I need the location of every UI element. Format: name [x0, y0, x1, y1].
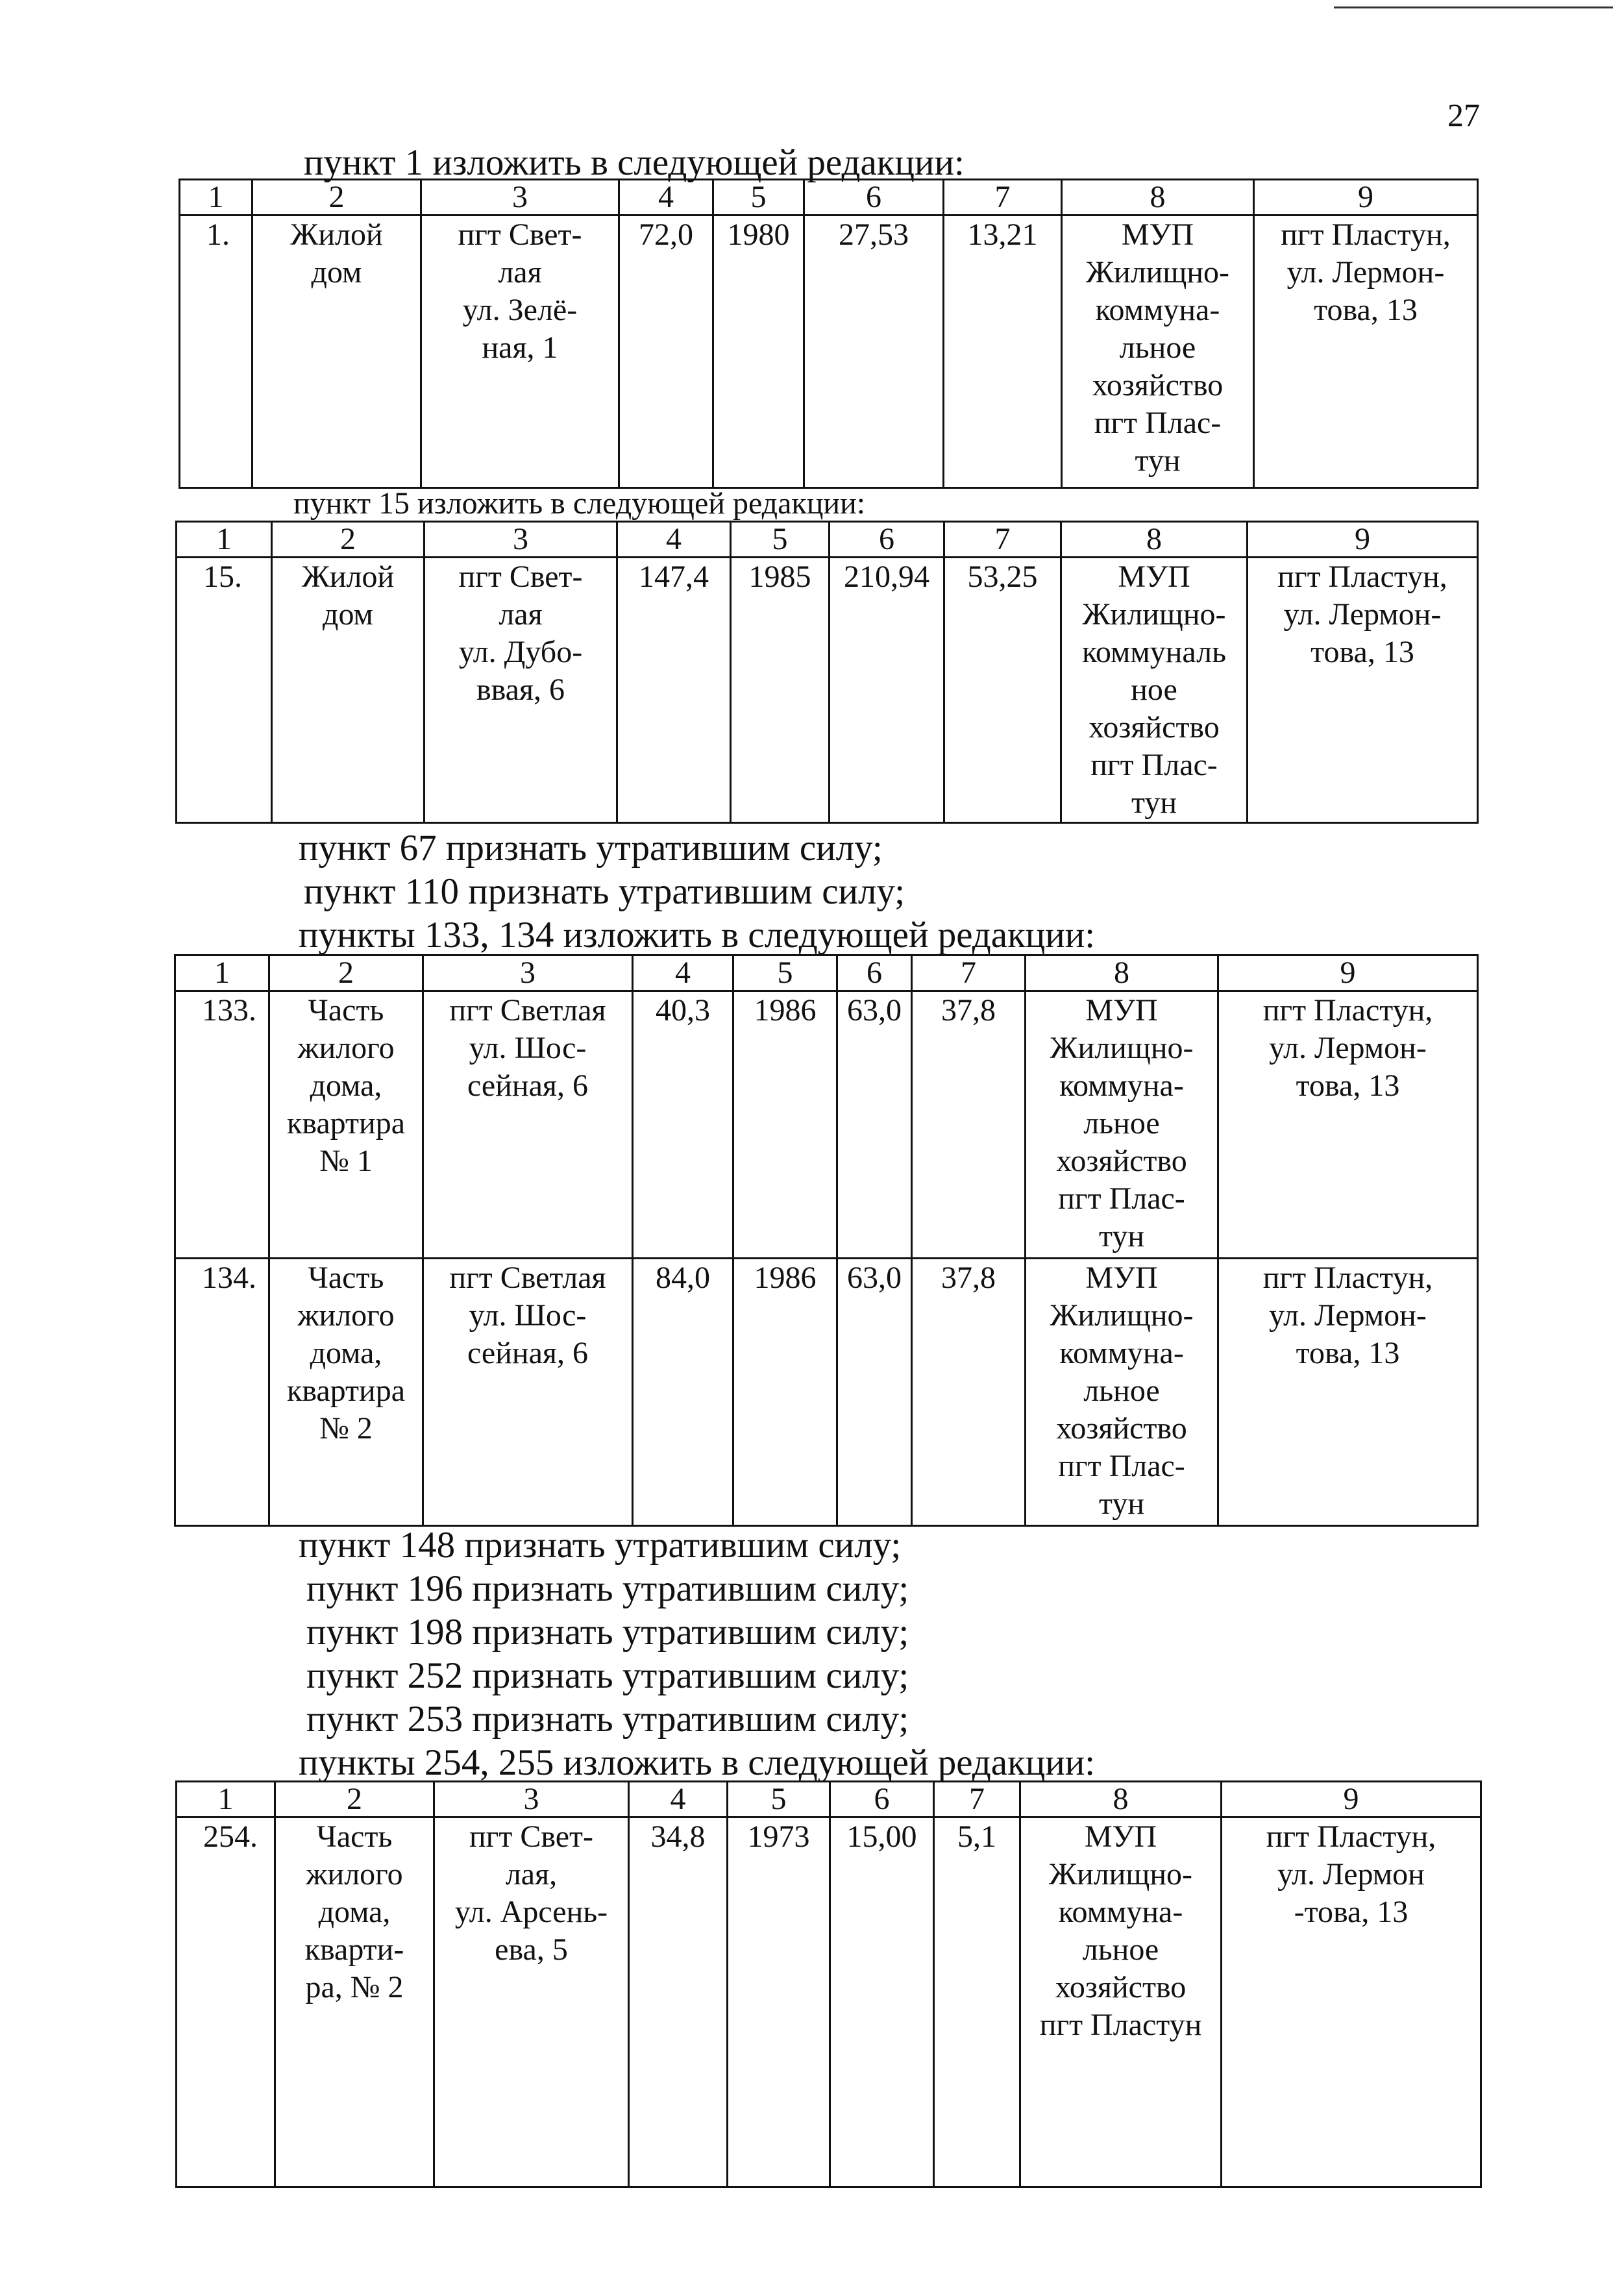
- holder-name-cell: [1020, 1817, 1222, 2187]
- holder-name-line: МУП: [1085, 1261, 1158, 1295]
- instruction-item-198: пункт 198 признать утратившим силу;: [306, 1612, 909, 1653]
- holder-name-line: коммуна-: [1095, 293, 1220, 327]
- table-body: [180, 180, 1478, 488]
- holder-name-line: коммуна-: [1059, 1336, 1184, 1370]
- holder-name-line: МУП: [1121, 217, 1194, 252]
- row-number-cell: 134.: [175, 1259, 269, 1526]
- column-number: 8: [1020, 1782, 1222, 1817]
- instruction-item-15: пункт 15 изложить в следующей редакции:: [293, 486, 866, 521]
- object-address-line: ная, 1: [482, 330, 558, 365]
- holder-address-line: ул. Лермон-: [1269, 1031, 1427, 1065]
- object-address-line: сейная, 6: [467, 1336, 588, 1370]
- table-body: [175, 955, 1478, 1526]
- column-number: 4: [629, 1782, 728, 1817]
- holder-name-line: МУП: [1084, 1819, 1157, 1854]
- column-number: 5: [731, 522, 830, 558]
- object-address-line: ул. Арсень-: [454, 1895, 608, 1929]
- holder-address-cell: [1248, 558, 1478, 823]
- holder-name-line: хозяйство: [1092, 368, 1224, 402]
- holder-name-line: МУП: [1085, 993, 1158, 1028]
- column-number: 6: [830, 522, 944, 558]
- column-number: 8: [1062, 180, 1254, 216]
- column-number: 7: [944, 180, 1062, 216]
- column-number: 7: [912, 955, 1026, 991]
- holder-name-line: льное: [1083, 1106, 1160, 1140]
- object-address-line: лая: [498, 597, 543, 632]
- instruction-item-252: пункт 252 признать утратившим силу;: [306, 1655, 909, 1696]
- holder-address-line: това, 13: [1314, 293, 1418, 327]
- value-col-6-cell: 63,0: [837, 1259, 912, 1526]
- column-number: 4: [617, 522, 731, 558]
- instruction-item-254-255: пункты 254, 255 изложить в следующей редакции:: [299, 1742, 1096, 1783]
- table-header-row: [180, 180, 1478, 216]
- column-number: 9: [1218, 955, 1478, 991]
- object-type-line: жилого: [297, 1298, 395, 1333]
- column-number: 3: [424, 522, 617, 558]
- value-col-6-cell: 63,0: [837, 991, 912, 1259]
- object-address-line: ул. Шос-: [469, 1298, 587, 1333]
- table-header-row: [177, 1782, 1481, 1817]
- object-type-line: квартира: [287, 1374, 405, 1408]
- holder-address-line: пгт Пластун,: [1277, 560, 1447, 594]
- value-col-7-cell: 37,8: [912, 1259, 1026, 1526]
- column-number: 2: [269, 955, 423, 991]
- object-type-line: кварти-: [304, 1932, 404, 1967]
- instruction-item-1: пункт 1 изложить в следующей редакции:: [304, 142, 965, 183]
- row-number-cell: 254.: [177, 1817, 275, 2187]
- object-type-line: № 1: [319, 1144, 373, 1178]
- value-col-6-cell: 27,53: [804, 216, 944, 488]
- object-address-line: пгт Свет-: [458, 217, 582, 252]
- column-number: 7: [934, 1782, 1020, 1817]
- object-address-line: пгт Светлая: [449, 1261, 606, 1295]
- holder-name-line: Жилищно-: [1050, 1298, 1194, 1333]
- area-cell: 147,4: [617, 558, 731, 823]
- holder-address-line: това, 13: [1310, 635, 1414, 669]
- table-item-1: [178, 179, 1479, 489]
- instruction-item-110: пункт 110 признать утратившим силу;: [304, 871, 905, 912]
- instruction-item-196: пункт 196 признать утратившим силу;: [306, 1568, 909, 1609]
- year-built-cell: 1980: [713, 216, 804, 488]
- column-number: 1: [175, 955, 269, 991]
- object-type-line: жилого: [297, 1031, 395, 1065]
- object-type-cell: [272, 558, 424, 823]
- holder-name-line: хозяйство: [1089, 710, 1220, 745]
- holder-address-line: пгт Пластун,: [1281, 217, 1451, 252]
- instruction-item-253: пункт 253 признать утратившим силу;: [306, 1699, 909, 1740]
- column-number: 6: [837, 955, 912, 991]
- object-type-line: Часть: [316, 1819, 393, 1854]
- table-row: [180, 216, 1478, 488]
- holder-name-line: пгт Плас-: [1090, 748, 1218, 782]
- holder-address-line: -това, 13: [1294, 1895, 1409, 1929]
- column-number: 8: [1026, 955, 1218, 991]
- object-address-cell: [424, 558, 617, 823]
- holder-name-line: Жилищно-: [1082, 597, 1226, 632]
- holder-address-line: ул. Лермон: [1277, 1857, 1425, 1891]
- column-number: 2: [275, 1782, 434, 1817]
- instruction-item-133-134: пункты 133, 134 изложить в следующей редакции:: [299, 915, 1096, 955]
- column-number: 4: [619, 180, 713, 216]
- holder-address-line: ул. Лермон-: [1283, 597, 1442, 632]
- column-number: 5: [733, 955, 837, 991]
- area-cell: 72,0: [619, 216, 713, 488]
- holder-name-line: тун: [1135, 443, 1181, 478]
- value-col-7-cell: 13,21: [944, 216, 1062, 488]
- holder-name-line: тун: [1098, 1219, 1145, 1253]
- column-number: 1: [177, 1782, 275, 1817]
- object-type-cell: [275, 1817, 434, 2187]
- holder-name-line: хозяйство: [1055, 1970, 1187, 2004]
- holder-name-line: Жилищно-: [1050, 1031, 1194, 1065]
- holder-name-line: льное: [1082, 1932, 1159, 1967]
- object-type-line: жилого: [306, 1857, 403, 1891]
- column-number: 1: [177, 522, 272, 558]
- object-type-line: дом: [311, 255, 362, 289]
- column-number: 1: [180, 180, 252, 216]
- column-number: 6: [830, 1782, 934, 1817]
- table-body: [177, 1782, 1481, 2187]
- object-type-line: дома,: [318, 1895, 391, 1929]
- object-address-line: пгт Свет-: [469, 1819, 593, 1854]
- object-type-line: дом: [323, 597, 373, 632]
- object-address-line: ева, 5: [495, 1932, 568, 1967]
- holder-name-line: МУП: [1118, 560, 1190, 594]
- object-address-cell: [421, 216, 619, 488]
- holder-name-line: коммуна-: [1058, 1895, 1183, 1929]
- instruction-item-148: пункт 148 признать утратившим силу;: [299, 1525, 902, 1566]
- holder-address-line: ул. Лермон-: [1286, 255, 1445, 289]
- value-col-7-cell: 37,8: [912, 991, 1026, 1259]
- table-item-254: [175, 1780, 1482, 2188]
- column-number: 9: [1254, 180, 1478, 216]
- object-address-cell: [423, 991, 633, 1259]
- holder-name-line: хозяйство: [1056, 1411, 1187, 1446]
- object-type-line: ра, № 2: [305, 1970, 404, 2004]
- object-type-line: дома,: [310, 1068, 382, 1103]
- holder-address-cell: [1222, 1817, 1481, 2187]
- column-number: 3: [434, 1782, 629, 1817]
- table-header-row: [175, 955, 1478, 991]
- object-type-cell: [252, 216, 421, 488]
- holder-address-line: пгт Пластун,: [1262, 993, 1433, 1028]
- holder-address-cell: [1254, 216, 1478, 488]
- holder-name-line: тун: [1131, 785, 1177, 820]
- area-cell: 34,8: [629, 1817, 728, 2187]
- object-type-cell: [269, 991, 423, 1259]
- object-address-line: лая: [498, 255, 542, 289]
- row-number-cell: 15.: [177, 558, 272, 823]
- holder-name-line: пгт Плас-: [1094, 406, 1222, 440]
- object-address-line: ввая, 6: [476, 672, 565, 707]
- table-row: [175, 991, 1478, 1259]
- object-type-line: № 2: [319, 1411, 373, 1446]
- object-type-line: дома,: [310, 1336, 382, 1370]
- table-row: [177, 1817, 1481, 2187]
- object-address-line: сейная, 6: [467, 1068, 588, 1103]
- value-col-7-cell: 53,25: [944, 558, 1061, 823]
- holder-name-line: Жилищно-: [1086, 255, 1229, 289]
- holder-name-cell: [1062, 216, 1254, 488]
- object-type-line: Часть: [308, 993, 384, 1028]
- column-number: 7: [944, 522, 1061, 558]
- object-type-line: Жилой: [290, 217, 383, 252]
- object-address-line: лая,: [505, 1857, 558, 1891]
- table-row: [175, 1259, 1478, 1526]
- table-item-15: [175, 521, 1479, 824]
- holder-name-line: пгт Пластун: [1039, 2008, 1202, 2042]
- holder-name-line: льное: [1083, 1374, 1160, 1408]
- row-number-cell: 133.: [175, 991, 269, 1259]
- corner-rule: [1334, 6, 1613, 8]
- holder-address-cell: [1218, 1259, 1478, 1526]
- column-number: 2: [272, 522, 424, 558]
- holder-name-cell: [1026, 1259, 1218, 1526]
- column-number: 8: [1061, 522, 1248, 558]
- year-built-cell: 1985: [731, 558, 830, 823]
- area-cell: 84,0: [633, 1259, 733, 1526]
- holder-name-line: пгт Плас-: [1058, 1181, 1185, 1216]
- object-type-line: Жилой: [301, 560, 395, 594]
- column-number: 4: [633, 955, 733, 991]
- instruction-item-67: пункт 67 признать утратившим силу;: [299, 828, 883, 868]
- column-number: 2: [252, 180, 421, 216]
- column-number: 9: [1222, 1782, 1481, 1817]
- year-built-cell: 1986: [733, 1259, 837, 1526]
- holder-name-line: ное: [1131, 672, 1177, 707]
- object-type-line: Часть: [308, 1261, 384, 1295]
- object-type-cell: [269, 1259, 423, 1526]
- holder-name-line: коммуналь: [1082, 635, 1226, 669]
- object-type-line: квартира: [287, 1106, 405, 1140]
- holder-address-line: пгт Пластун,: [1266, 1819, 1436, 1854]
- table-body: [177, 522, 1478, 823]
- value-col-7-cell: 5,1: [934, 1817, 1020, 2187]
- holder-name-line: хозяйство: [1056, 1144, 1187, 1178]
- value-col-6-cell: 15,00: [830, 1817, 934, 2187]
- holder-address-cell: [1218, 991, 1478, 1259]
- object-address-line: ул. Дубо-: [458, 635, 583, 669]
- table-items-133-134: [174, 954, 1479, 1527]
- holder-name-line: льное: [1119, 330, 1196, 365]
- year-built-cell: 1973: [728, 1817, 830, 2187]
- holder-name-line: коммуна-: [1059, 1068, 1184, 1103]
- page-number: 27: [1447, 97, 1480, 133]
- object-address-line: пгт Светлая: [449, 993, 606, 1028]
- column-number: 3: [421, 180, 619, 216]
- holder-name-line: пгт Плас-: [1058, 1449, 1185, 1483]
- table-header-row: [177, 522, 1478, 558]
- holder-address-line: това, 13: [1296, 1336, 1400, 1370]
- column-number: 5: [713, 180, 804, 216]
- table-row: [177, 558, 1478, 823]
- value-col-6-cell: 210,94: [830, 558, 944, 823]
- column-number: 3: [423, 955, 633, 991]
- column-number: 6: [804, 180, 944, 216]
- column-number: 5: [728, 1782, 830, 1817]
- holder-name-line: тун: [1098, 1486, 1145, 1521]
- column-number: 9: [1248, 522, 1478, 558]
- object-address-line: ул. Зелё-: [462, 293, 578, 327]
- row-number-cell: 1.: [180, 216, 252, 488]
- object-address-line: ул. Шос-: [469, 1031, 587, 1065]
- year-built-cell: 1986: [733, 991, 837, 1259]
- holder-address-line: ул. Лермон-: [1269, 1298, 1427, 1333]
- holder-name-line: Жилищно-: [1049, 1857, 1192, 1891]
- object-address-cell: [423, 1259, 633, 1526]
- object-address-line: пгт Свет-: [458, 560, 583, 594]
- holder-address-line: това, 13: [1296, 1068, 1400, 1103]
- area-cell: 40,3: [633, 991, 733, 1259]
- holder-name-cell: [1026, 991, 1218, 1259]
- holder-address-line: пгт Пластун,: [1262, 1261, 1433, 1295]
- object-address-cell: [434, 1817, 629, 2187]
- holder-name-cell: [1061, 558, 1248, 823]
